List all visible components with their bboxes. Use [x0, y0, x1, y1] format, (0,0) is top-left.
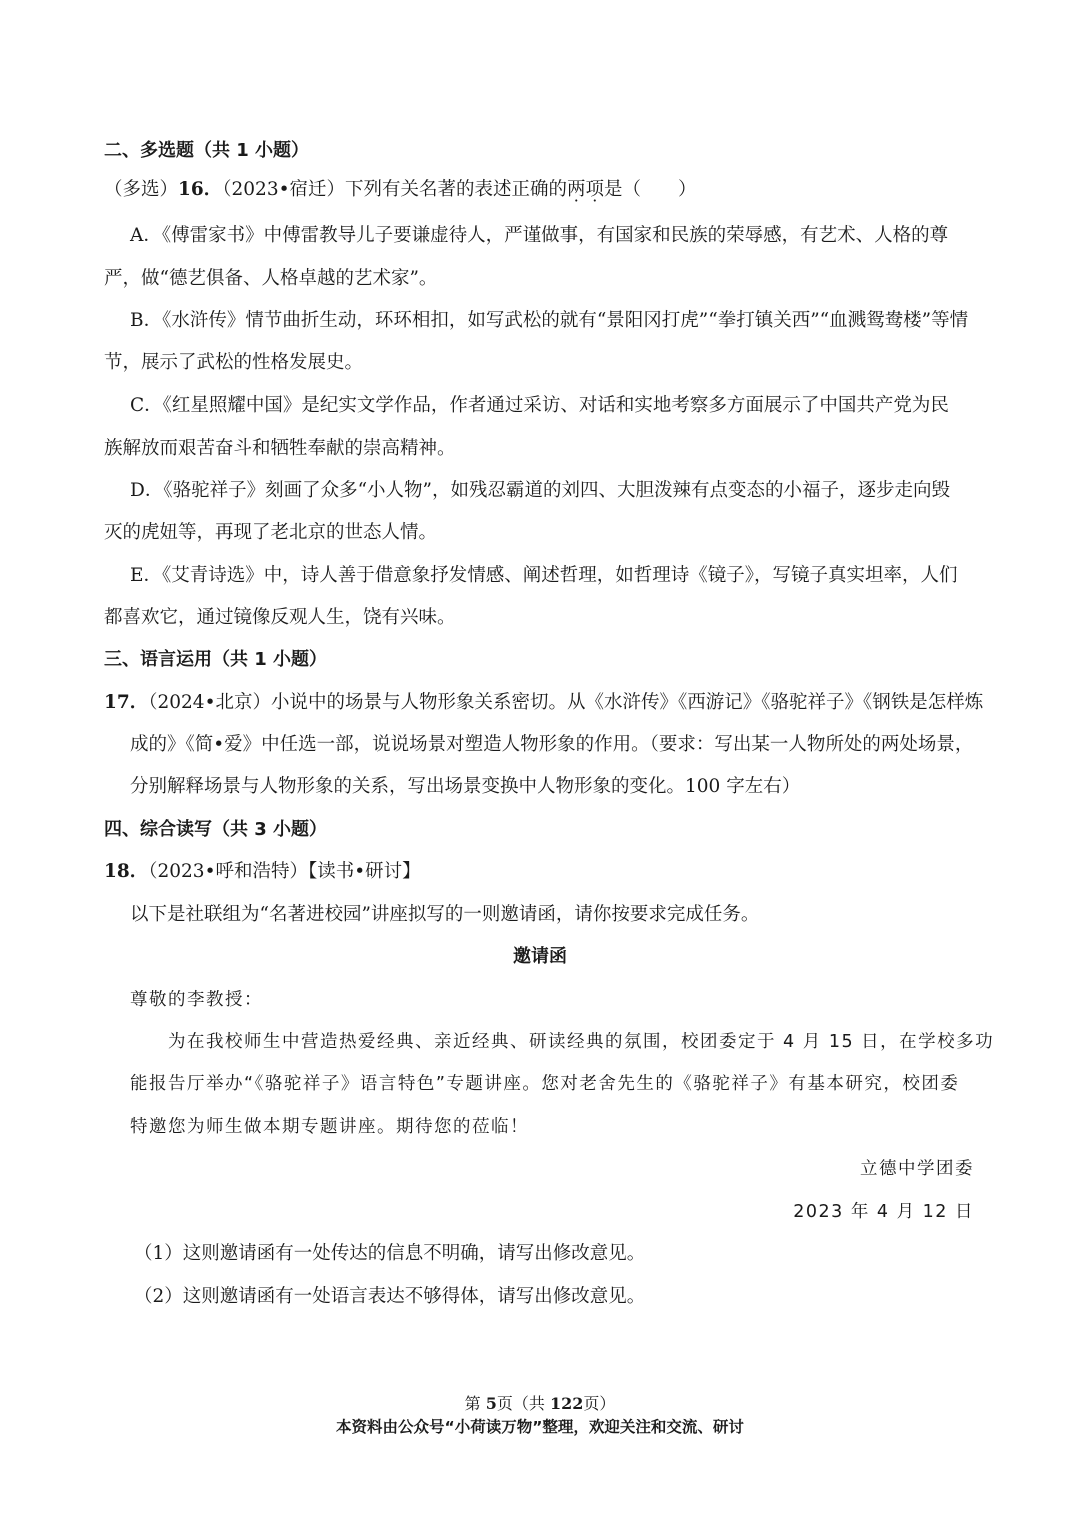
question-text: （2024•北京）小说中的场景与人物形象关系密切。从《水浒传》《西游记》《骆驼祥子》《钢铁是怎样炼: [148, 692, 984, 713]
question-17-line-3: 分别解释场景与人物形象的关系，写出场景变换中人物形象的变化。100 字左右）: [130, 776, 801, 797]
letter-body-line-2: 能报告厅举办“《骆驼祥子》语言特色”专题讲座。您对老舍先生的《骆驼祥子》有基本研究，校团委: [130, 1074, 960, 1094]
option-e-line-1: E．《艾青诗选》中，诗人善于借意象抒发情感、阐述哲理，如哲理诗《镜子》，写镜子真实坦率，人们: [130, 565, 958, 586]
question-17-line-1: [104, 690, 1080, 716]
option-b-line-1: B．《水浒传》情节曲折生动，环环相扣，如写武松的就有“景阳冈打虎”“拳打镇关西”“血溅鸳鸯楼”等情: [130, 310, 969, 331]
question-text: （2023•呼和浩特）【读书•研讨】: [148, 861, 421, 882]
option-d-line-1: D．《骆驼祥子》刻画了众多“小人物”，如残忍霸道的刘四、大胆泼辣有点变态的小福子，逐步走向毁: [130, 480, 951, 501]
question-17-line-2: 成的》《简•爱》中任选一部，说说场景对塑造人物形象的作用。（要求：写出某一人物所处的两处场景，: [130, 734, 974, 755]
total-pages: 122: [549, 1394, 584, 1413]
sub-question-1: （1）这则邀请函有一处传达的信息不明确，请写出修改意见。: [134, 1243, 646, 1264]
section-title-reading-writing: 四、综合读写（共 3 小题）: [104, 819, 328, 840]
question-number: 17．: [104, 692, 149, 713]
page-number: 第 5页（共 122页）: [464, 1394, 616, 1413]
letter-body-line-1: 为在我校师生中营造热爱经典、亲近经典、研读经典的氛围，校团委定于 4 月 15 日，在学校多功: [168, 1032, 995, 1052]
section-title-multiple-choice: 二、多选题（共 1 小题）: [104, 140, 310, 161]
letter-body-line-3: 特邀您为师生做本期专题讲座。期待您的莅临！: [130, 1117, 529, 1137]
option-e-line-2: 都喜欢它，通过镜像反观人生，饶有兴味。: [104, 607, 456, 628]
sub-question-2: （2）这则邀请函有一处语言表达不够得体，请写出修改意见。: [134, 1286, 646, 1307]
current-page: 5: [485, 1394, 497, 1413]
section-title-language-use: 三、语言运用（共 1 小题）: [104, 649, 328, 670]
question-18-intro: 以下是社联组为“名著进校园”讲座拟写的一则邀请函，请你按要求完成任务。: [130, 904, 760, 925]
option-c-line-2: 族解放而艰苦奋斗和牺牲奉献的崇高精神。: [104, 438, 456, 459]
question-text: （2023•宿迁）下列有关名著的表述正确的: [222, 179, 568, 200]
emphasis-char: 项: [585, 179, 605, 200]
option-d-line-2: 灭的虎妞等，再现了老北京的世态人情。: [104, 522, 438, 543]
letter-date: 2023 年 4 月 12 日: [793, 1202, 974, 1222]
letter-signature: 立德中学团委: [860, 1159, 974, 1179]
option-a-line-1: A．《傅雷家书》中傅雷教导儿子要谦虚待人，严谨做事，有国家和民族的荣辱感，有艺术、人格的尊: [130, 225, 949, 246]
question-number: 18．: [104, 861, 149, 882]
question-18-header: [104, 859, 1080, 885]
question-text-end: 是（ ）: [604, 179, 697, 200]
question-number: 16．: [178, 179, 223, 200]
question-type-label: （多选）: [104, 179, 179, 200]
emphasis-char: 两: [567, 179, 586, 200]
option-a-line-2: 严，做“德艺俱备、人格卓越的艺术家”。: [104, 268, 438, 289]
question-16-stem: [104, 177, 1080, 203]
letter-title: 邀请函: [513, 946, 567, 967]
option-c-line-1: C．《红星照耀中国》是纪实文学作品，作者通过采访、对话和实地考察多方面展示了中国共产党为民: [130, 395, 949, 416]
letter-salutation: 尊敬的李教授：: [130, 990, 263, 1010]
option-b-line-2: 节，展示了武松的性格发展史。: [104, 352, 364, 373]
footer-note: 本资料由公众号“小荷读万物”整理，欢迎关注和交流、研讨: [336, 1418, 744, 1436]
